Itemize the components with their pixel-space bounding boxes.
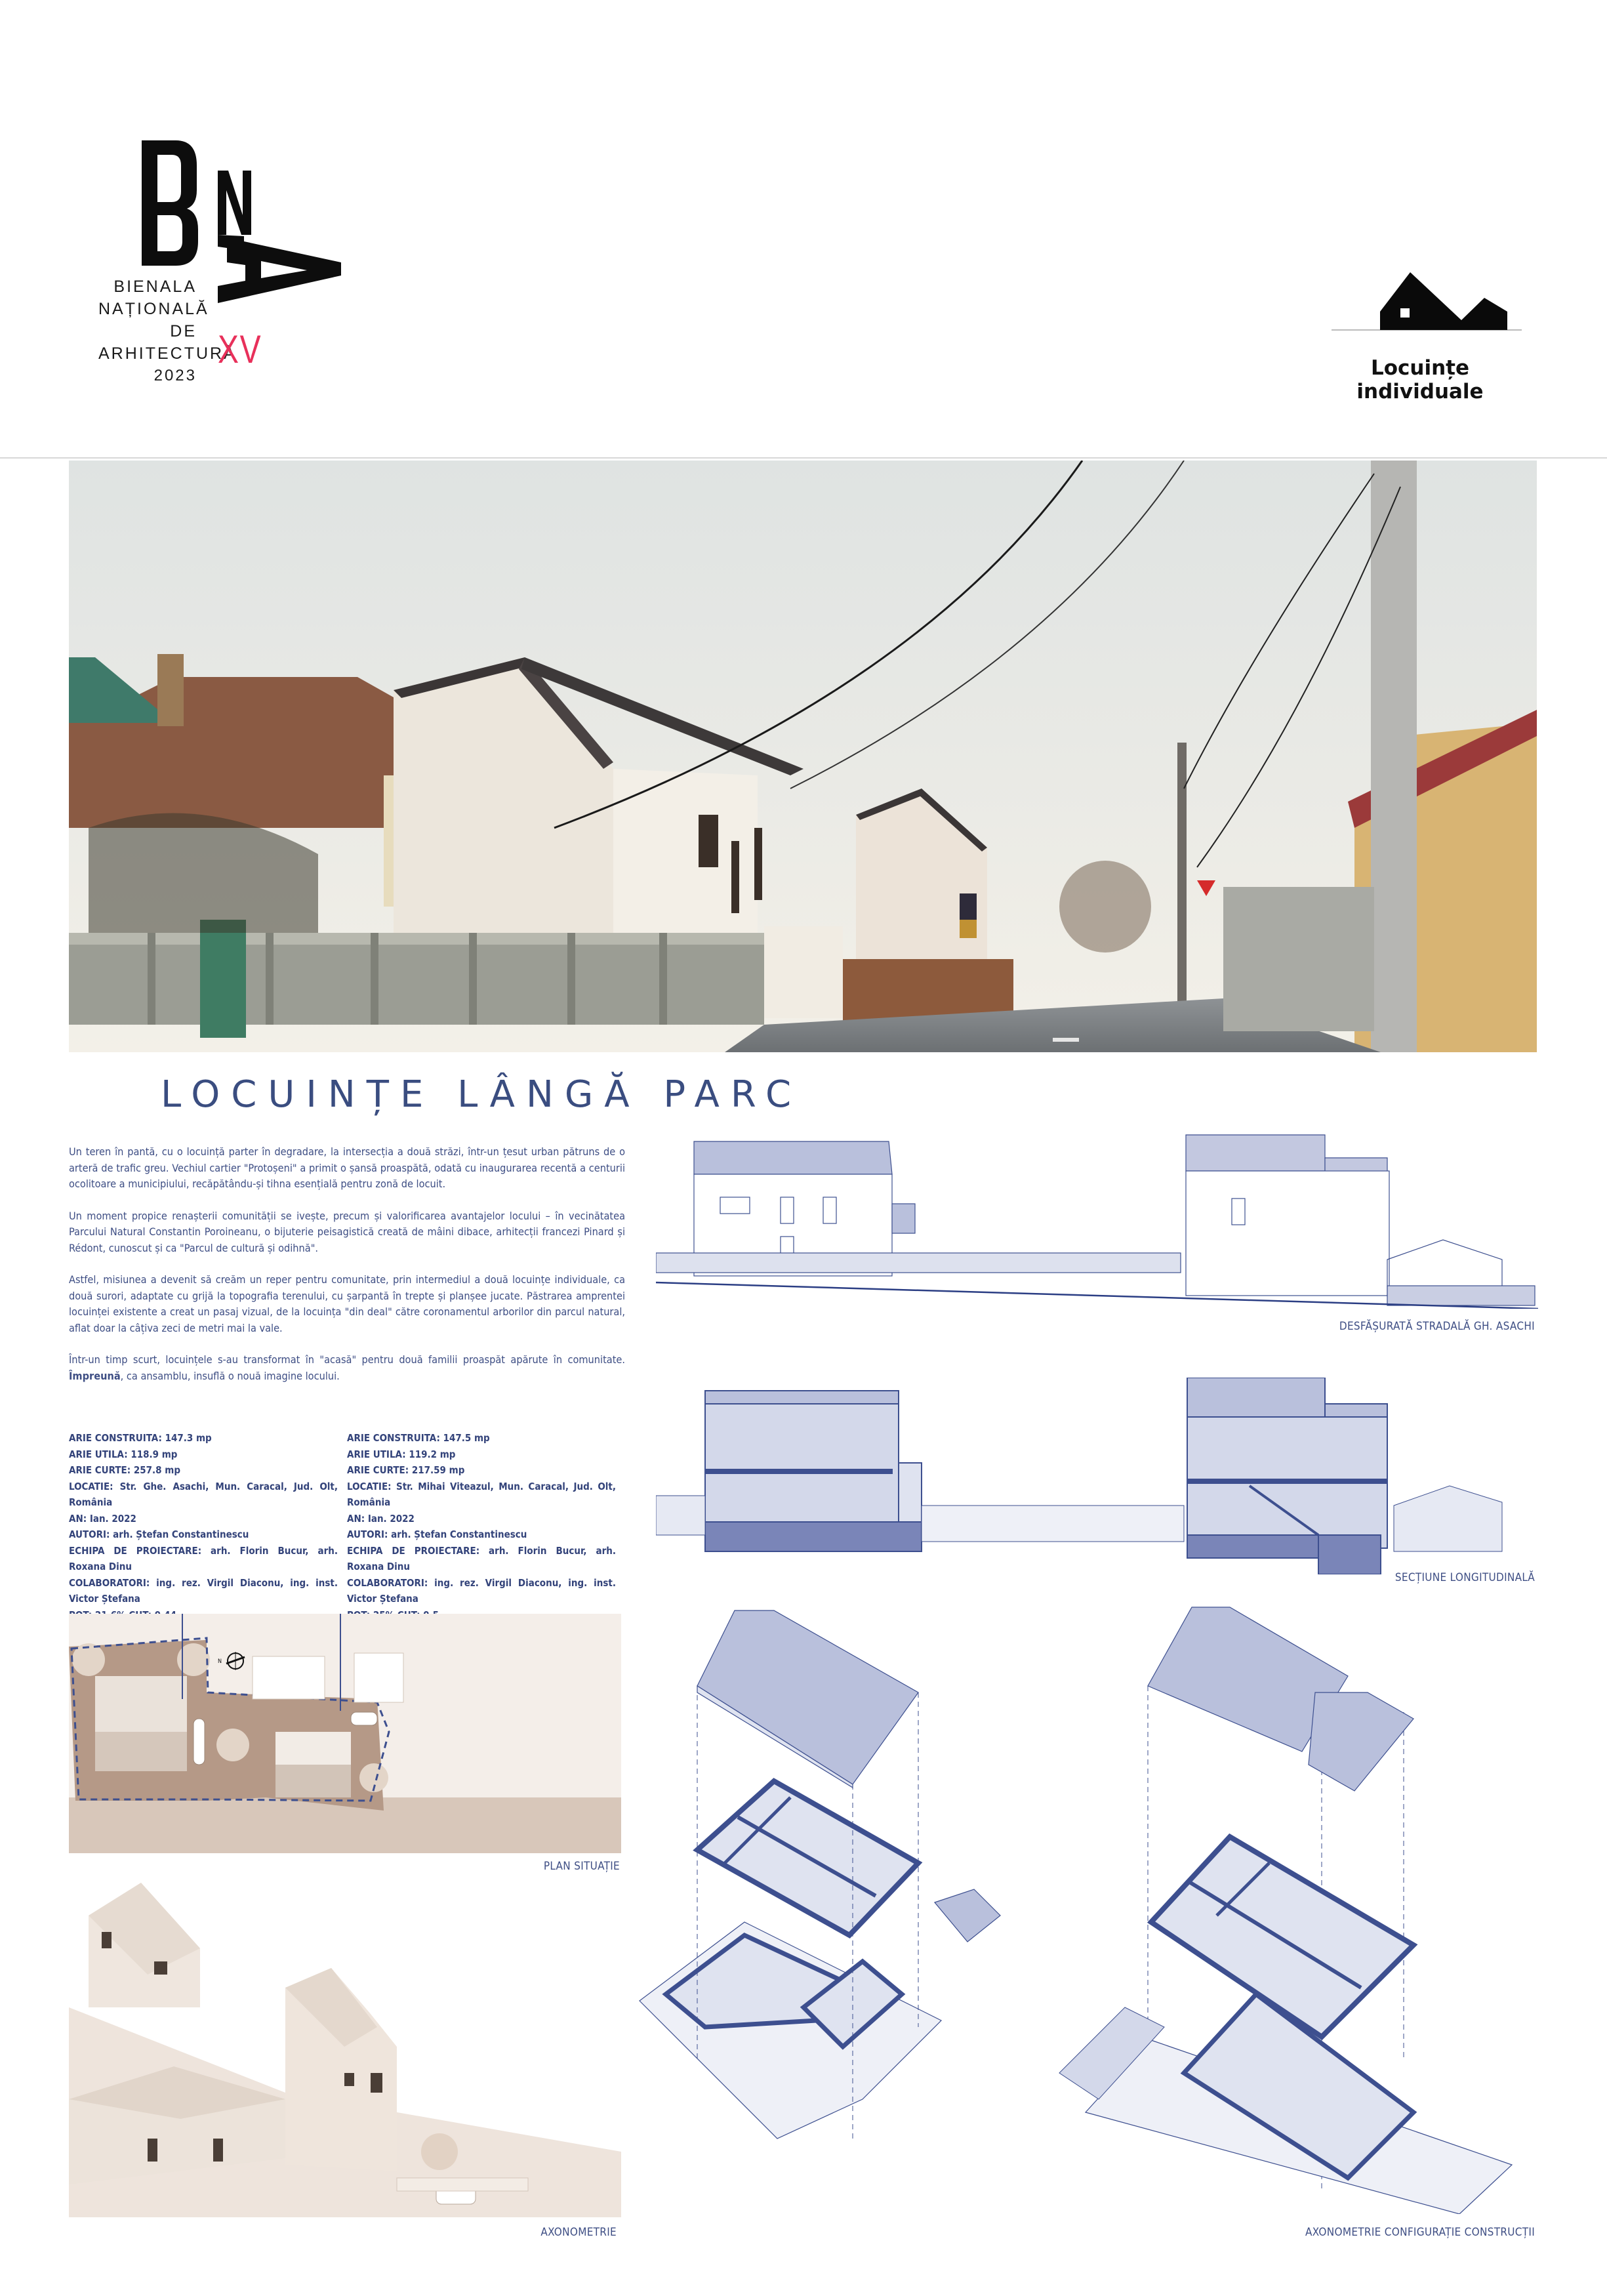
bna-logo (98, 131, 361, 413)
axonometry-illustration (69, 1876, 621, 2217)
site-plan-render (69, 1614, 621, 1853)
final-text-end: , ca ansamblu, insuflă o nouă imagine locului. (120, 1369, 340, 1382)
description-paragraph: Astfel, misiunea a devenit să creăm un reper pentru comunitate, prin intermediul a două locuințe individuale, ca două surori, adaptate cu grijă la topografia terenului, cu șarpantă în trepte și planșee jucate. Păstrarea amprentei locuinței existente a creat un pasaj vizual, de la locuința "din deal" către coronamentul arborilor din parcul natural, aflat doar la câțiva zeci de metri mai la vale. (69, 1273, 625, 1334)
spec-usable-area: ARIE UTILA: 119.2 mp (347, 1448, 456, 1460)
spec-collaborators: COLABORATORI: ing. rez. Virgil Diaconu, ing. inst. Victor Ștefana (69, 1576, 338, 1605)
spec-design-team: ECHIPA DE PROIECTARE: arh. Florin Bucur, arh. Roxana Dinu (69, 1544, 338, 1572)
header-divider (0, 457, 1607, 459)
spec-year: AN: Ian. 2022 (69, 1512, 136, 1525)
exploded-axonometry-illustration (626, 1601, 1538, 2214)
category-label: Locuințe individuale (1356, 356, 1484, 403)
description-paragraph: Un moment propice renașterii comunității se ivește, precum și valorificarea avantajelor locului – în vecinătatea Parcului Natural Constantin Poroineanu, o bijuterie peisagistică creată de mâini dibace, arhitecții francezi Pinard și Rédont, cunoscut și ca "Parcul de cultură și odihnă". (69, 1209, 625, 1254)
section-illustration (656, 1378, 1538, 1574)
logo-edition: XV (218, 327, 262, 371)
construction-axonometry-drawing (626, 1601, 1538, 2214)
longitudinal-section-drawing (656, 1378, 1538, 1574)
street-elevation-illustration (656, 1132, 1538, 1309)
logo-line: NAȚIONALĂ (98, 300, 209, 318)
street-photo-illustration (69, 461, 1537, 1052)
logo-line: ARHITECTURĂ (98, 344, 237, 363)
hero-photo (69, 461, 1537, 1052)
spec-yard-area: ARIE CURTE: 257.8 mp (69, 1464, 180, 1476)
caption-section: SECȚIUNE LONGITUDINALĂ (1394, 1571, 1535, 1584)
caption-site-plan: PLAN SITUAȚIE (543, 1860, 620, 1873)
north-label: N (218, 1658, 222, 1665)
project-description (69, 1144, 625, 1400)
description-paragraph-final (69, 1352, 625, 1384)
final-text-bold: Împreună (69, 1369, 121, 1382)
spec-design-team: ECHIPA DE PROIECTARE: arh. Florin Bucur, arh. Roxana Dinu (347, 1544, 616, 1572)
logo-year: 2023 (153, 367, 197, 384)
spec-location: LOCATIE: Str. Ghe. Asachi, Mun. Caracal, Jud. Olt, România (69, 1480, 338, 1508)
spec-location: LOCATIE: Str. Mihai Viteazul, Mun. Caracal, Jud. Olt, România (347, 1480, 616, 1508)
spec-collaborators: COLABORATORI: ing. rez. Virgil Diaconu, ing. inst. Victor Ștefana (347, 1576, 616, 1605)
project-title: LOCUINȚE LÂNGĂ PARC (161, 1073, 803, 1116)
houses-silhouette-icon (1305, 262, 1535, 341)
spec-built-area: ARIE CONSTRUITA: 147.5 mp (347, 1432, 490, 1444)
spec-yard-area: ARIE CURTE: 217.59 mp (347, 1464, 465, 1476)
spec-authors: AUTORI: arh. Ștefan Constantinescu (69, 1528, 249, 1540)
specs-house-1 (69, 1430, 338, 1623)
caption-street-elevation: DESFĂȘURATĂ STRADALĂ GH. ASACHI (1339, 1320, 1535, 1333)
site-plan-illustration (69, 1614, 621, 1853)
axonometry-render (69, 1876, 621, 2217)
spec-usable-area: ARIE UTILA: 118.9 mp (69, 1448, 178, 1460)
caption-axonometry: AXONOMETRIE (540, 2226, 617, 2239)
spec-authors: AUTORI: arh. Ștefan Constantinescu (347, 1528, 527, 1540)
spec-built-area: ARIE CONSTRUITA: 147.3 mp (69, 1432, 212, 1444)
street-elevation-drawing (656, 1132, 1538, 1309)
spec-year: AN: Ian. 2022 (347, 1512, 415, 1525)
logo-line: DE (170, 322, 197, 340)
logo-line: BIENALA (113, 277, 197, 296)
description-paragraph: Un teren în pantă, cu o locuință parter în degradare, la intersecția a două străzi, într-un țesut urban pătruns de o arteră de trafic greu. Vechiul cartier "Protoșeni" a primit o șansă proaspătă, odată cu inaugurarea recentă a centurii ocolitoare a municipiului, recăpătându-și tihna esențială pentru zonă de locuit. (69, 1145, 625, 1190)
caption-construction-axonometry: AXONOMETRIE CONFIGURAȚIE CONSTRUCȚII (1305, 2226, 1535, 2239)
category-badge (1305, 262, 1535, 403)
specs-house-2 (347, 1430, 616, 1623)
final-text-start: Într-un timp scurt, locuințele s-au transformat în "acasă" pentru două familii proaspăt apărute în comunitate. (69, 1353, 625, 1366)
